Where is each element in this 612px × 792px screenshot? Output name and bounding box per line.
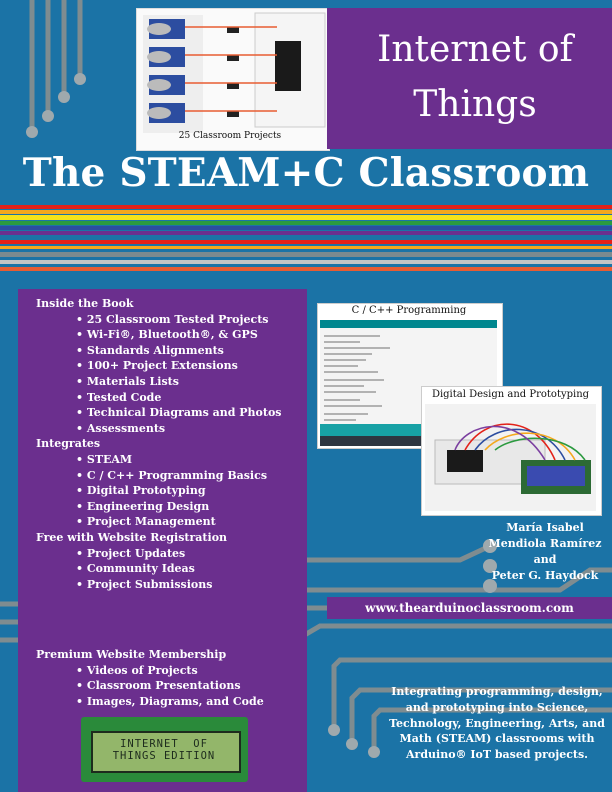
description-line: Arduino® IoT based projects. <box>406 748 588 762</box>
hero-photo-caption: 25 Classroom Projects <box>178 131 282 141</box>
hero-photo-servo-circuit <box>136 8 330 151</box>
section-heading: Integrates <box>36 437 101 451</box>
authors <box>480 520 610 584</box>
list-item: • Community Ideas <box>36 561 282 577</box>
list-item: • STEAM <box>36 452 282 468</box>
list-item: • Wi-Fi®, Bluetooth®, & GPS <box>36 327 282 343</box>
list-item: • Technical Diagrams and Photos <box>36 405 282 421</box>
list-item: • Project Submissions <box>36 577 282 593</box>
list-item: • 100+ Project Extensions <box>36 358 282 374</box>
section-premium-membership <box>36 647 264 709</box>
list-item: • Engineering Design <box>36 499 282 515</box>
list-item: • Project Management <box>36 514 282 530</box>
section-heading: Premium Website Membership <box>36 648 227 661</box>
section-heading: Free with Website Registration <box>36 530 228 544</box>
stripe-purple <box>0 231 612 235</box>
description-line: Technology, Engineering, Arts, and <box>389 716 605 730</box>
description-line: Math (STEAM) classrooms with <box>399 732 595 746</box>
list-item: • Videos of Projects <box>36 663 264 679</box>
list-item: • Project Updates <box>36 546 282 562</box>
lcd-line-1: INTERNET OF <box>120 738 208 750</box>
list-item: • Standards Alignments <box>36 343 282 359</box>
list-item: • 25 Classroom Tested Projects <box>36 312 282 328</box>
author-1-first: María Isabel <box>506 521 584 534</box>
stripe-green <box>0 221 612 225</box>
list-item: • Assessments <box>36 421 282 437</box>
description-line: Integrating programming, design, <box>391 685 603 698</box>
stripe-red-2 <box>0 240 612 244</box>
breadboard-photo <box>425 404 596 511</box>
section-heading: Inside the Book <box>36 297 134 310</box>
prototype-screenshot-label: Digital Design and Prototyping <box>431 389 590 400</box>
stripe-yellow <box>0 215 612 220</box>
lcd-line-2: THINGS EDITION <box>112 750 216 762</box>
stripe-orange-2 <box>0 246 612 249</box>
section-inside-the-book <box>36 296 282 592</box>
website-link[interactable]: www.thearduinoclassroom.com <box>365 601 574 615</box>
lcd-text <box>91 738 237 762</box>
book-description <box>386 684 608 763</box>
author-2: Peter G. Haydock <box>491 569 599 582</box>
list-item: • Tested Code <box>36 390 282 406</box>
stripe-blue <box>0 226 612 230</box>
stripe-coral <box>0 267 612 271</box>
author-1-last: Mendiola Ramírez <box>488 537 602 550</box>
author-conjunction: and <box>533 553 557 566</box>
list-item: • Materials Lists <box>36 374 282 390</box>
list-item: • Classroom Presentations <box>36 678 264 694</box>
stripe-silver <box>0 260 612 264</box>
subtitle-line-1: Internet of <box>377 29 573 70</box>
book-subtitle <box>340 22 610 132</box>
book-title: The STEAM+C Classroom <box>22 150 590 196</box>
list-item: • Images, Diagrams, and Code <box>36 694 264 710</box>
list-item: • Digital Prototyping <box>36 483 282 499</box>
list-item: • C / C++ Programming Basics <box>36 468 282 484</box>
stripe-orange <box>0 210 612 214</box>
code-screenshot-label: C / C++ Programming <box>351 305 467 316</box>
description-line: and prototyping into Science, <box>405 700 589 714</box>
stripe-red <box>0 205 612 209</box>
subtitle-line-2: Things <box>413 84 537 125</box>
stripe-gray <box>0 252 612 257</box>
